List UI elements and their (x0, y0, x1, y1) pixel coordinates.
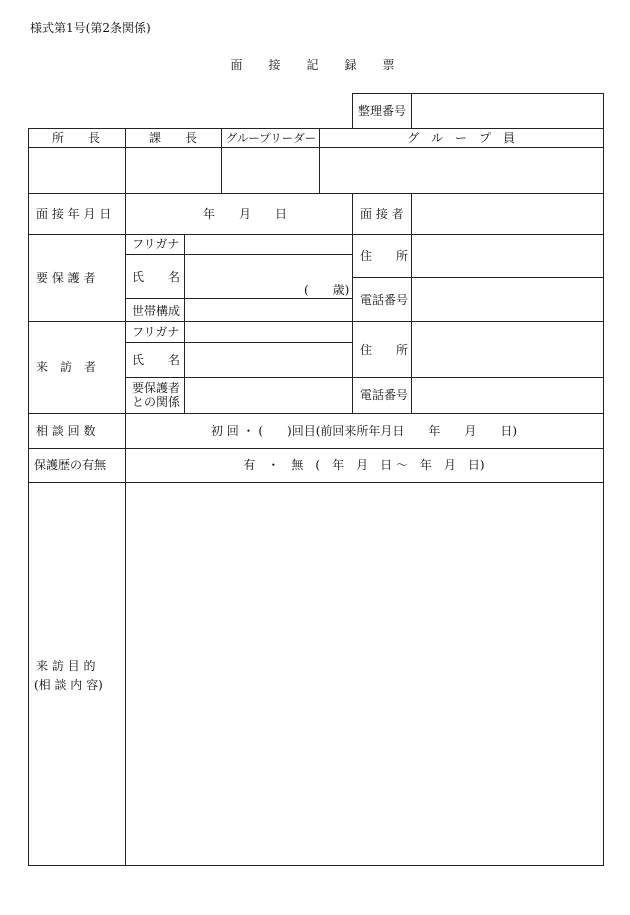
section-chief-seal-field[interactable] (127, 149, 220, 192)
protected-age-field[interactable]: ( 歳) (304, 283, 350, 297)
visitor-furigana-label: フリガナ (132, 325, 180, 339)
purpose-label-line2: (相 談 内 容) (34, 678, 103, 692)
household-label: 世帯構成 (132, 304, 181, 318)
visitor-phone-label: 電話番号 (360, 388, 409, 402)
interviewer-label: 面 接 者 (360, 207, 404, 221)
relation-label-line2: との関係 (132, 395, 181, 409)
section-chief-header: 課 長 (148, 131, 198, 145)
reference-number-label: 整理番号 (358, 104, 407, 118)
form-number: 様式第1号(第2条関係) (30, 21, 151, 35)
protected-name-label: 氏 名 (132, 270, 181, 284)
protected-person-label: 要 保 護 者 (36, 271, 96, 285)
director-seal-field[interactable] (30, 149, 124, 192)
page-title: 面 接 記 録 票 (230, 58, 402, 72)
protection-history-field[interactable]: 有 ・ 無 ( 年 月 日 〜 年 月 日) (243, 458, 485, 472)
protected-phone-label: 電話番号 (360, 293, 409, 307)
visitor-label: 来 訪 者 (36, 360, 97, 374)
consultation-count-field[interactable]: 初 回 ・ ( )回目(前回来所年月日 年 月 日) (210, 424, 518, 438)
director-header: 所 長 (51, 131, 101, 145)
group-leader-header: グループリーダー (225, 131, 317, 145)
purpose-label-line1: 来 訪 目 的 (36, 659, 96, 673)
interviewer-field[interactable] (413, 195, 601, 233)
protection-history-label: 保護歴の有無 (34, 458, 107, 472)
visitor-name-label: 氏 名 (132, 353, 181, 367)
relation-label-line1: 要保護者 (132, 381, 181, 395)
protected-furigana-label: フリガナ (132, 237, 180, 251)
reference-number-field[interactable] (413, 95, 601, 127)
interview-date-field[interactable]: 年 月 日 (202, 207, 288, 221)
interview-date-label: 面 接 年 月 日 (36, 207, 112, 221)
group-members-header: グ ル ー プ 員 (406, 131, 516, 145)
protected-address-label: 住 所 (360, 249, 409, 263)
purpose-field[interactable] (127, 484, 602, 864)
group-leader-seal-field[interactable] (223, 149, 318, 192)
consultation-count-label: 相 談 回 数 (36, 424, 96, 438)
group-members-seal-field[interactable] (321, 149, 602, 192)
visitor-address-label: 住 所 (360, 343, 409, 357)
